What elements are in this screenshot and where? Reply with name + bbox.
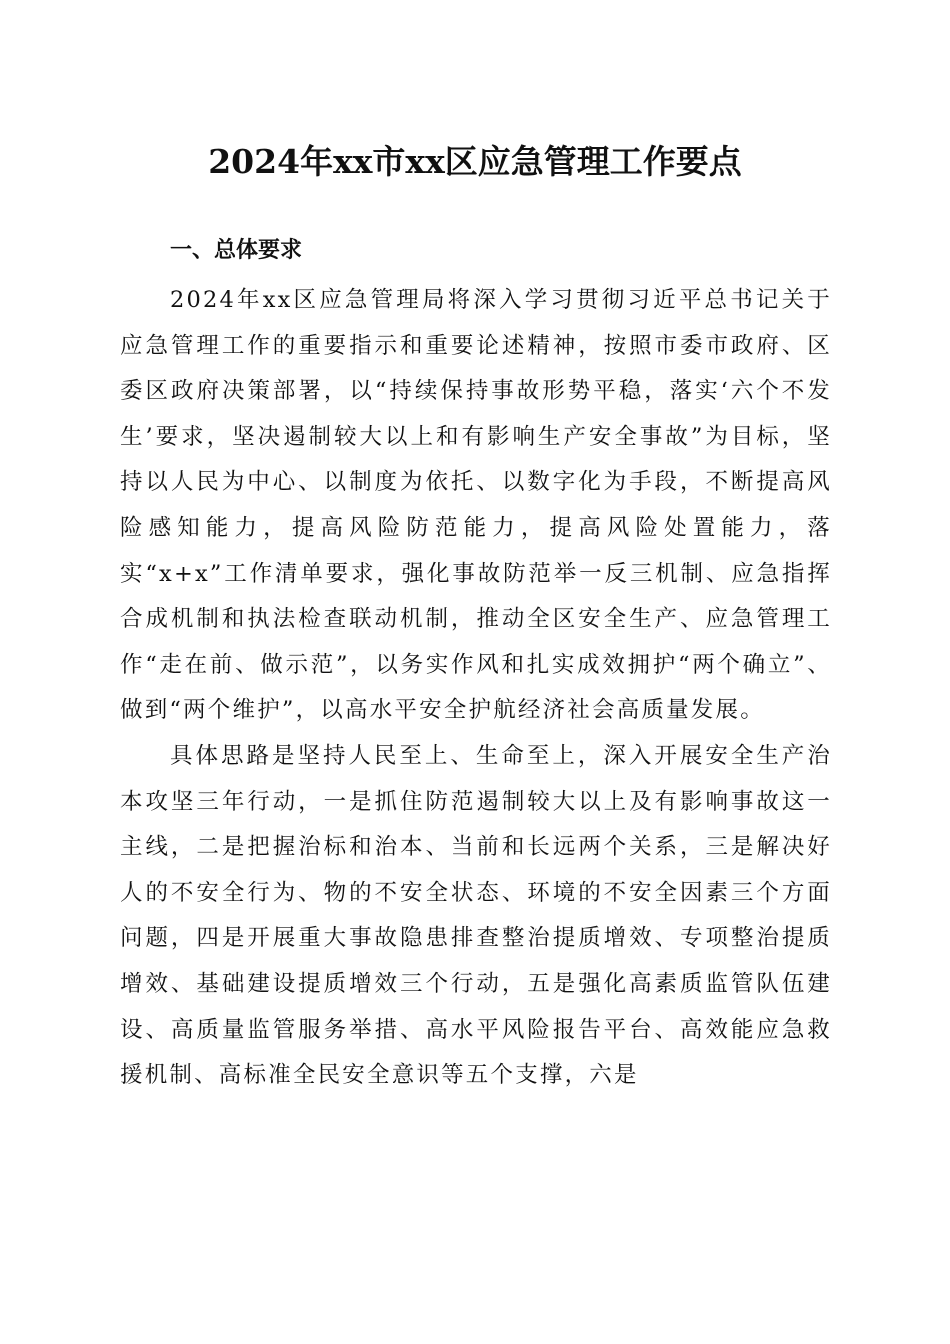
section-body <box>120 278 832 1099</box>
paragraph-overview: 2024年xx区应急管理局将深入学习贯彻习近平总书记关于应急管理工作的重要指示和重要论述精神，按照市委市政府、区委区政府决策部署，以“持续保持事故形势平稳，落实‘六个不发生’要求，坚决遏制较大以上和有影响生产安全事故”为目标，坚持以人民为中心、以制度为依托、以数字化为手段，不断提高风险感知能力，提高风险防范能力，提高风险处置能力，落实“x+x”工作清单要求，强化事故防范举一反三机制、应急指挥合成机制和执法检查联动机制，推动全区安全生产、应急管理工作“走在前、做示范”，以务实作风和扎实成效拥护“两个确立”、做到“两个维护”，以高水平安全护航经济社会高质量发展。 <box>120 287 832 724</box>
paragraph-specific-approach: 具体思路是坚持人民至上、生命至上，深入开展安全生产治本攻坚三年行动，一是抓住防范遏制较大以上及有影响事故这一主线，二是把握治标和治本、当前和长远两个关系，三是解决好人的不安全行为、物的不安全状态、环境的不安全因素三个方面问题，四是开展重大事故隐患排查整治提质增效、专项整治提质增效、基础建设提质增效三个行动，五是强化高素质监管队伍建设、高质量监管服务举措、高水平风险报告平台、高效能应急救援机制、高标准全民安全意识等五个支撑，六是 <box>120 742 832 1089</box>
document-title: 2024年xx市xx区应急管理工作要点 <box>208 142 742 181</box>
section-heading-general-requirements: 一、总体要求 <box>170 238 303 263</box>
